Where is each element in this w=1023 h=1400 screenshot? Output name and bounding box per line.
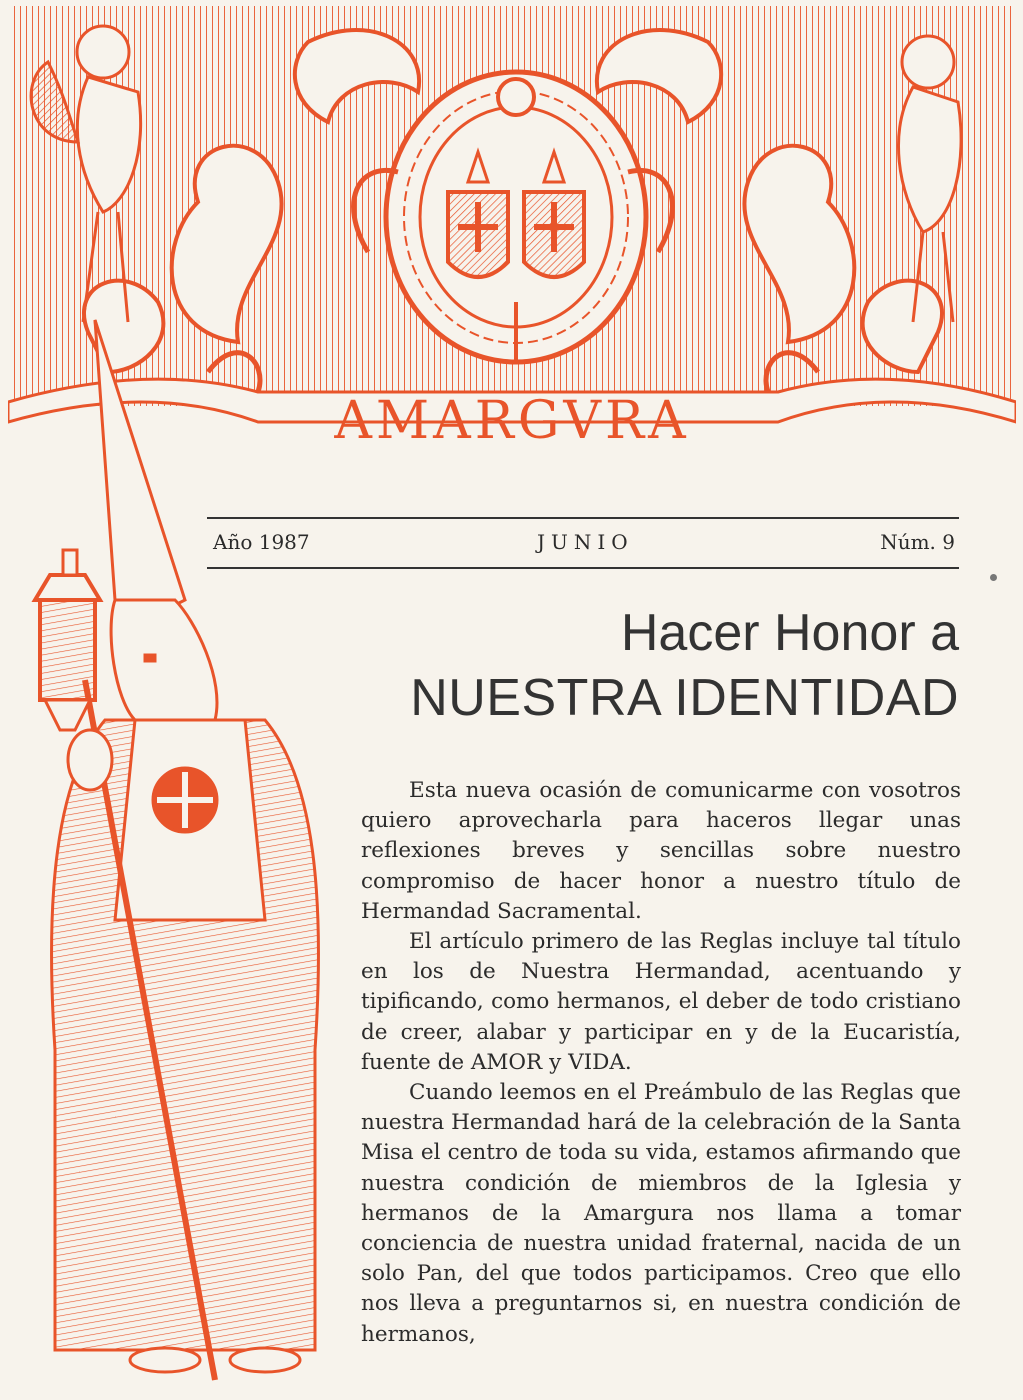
issue-info-bar bbox=[207, 517, 959, 569]
headline-line-2: NUESTRA IDENTIDAD bbox=[410, 669, 959, 727]
issue-year: Año 1987 bbox=[213, 530, 310, 554]
article-paragraph: El artículo primero de las Reglas incluye tal título en los de Nuestra Hermandad, acentuando y tipificando, como hermanos, el deber de todo cristiano de creer, alabar y participar en y de la Eucaristía, fuente de AMOR y VIDA. bbox=[361, 929, 961, 1075]
masthead-title-text: AMARGVRA bbox=[334, 391, 690, 448]
speck bbox=[990, 574, 997, 581]
article-body bbox=[361, 776, 961, 1350]
issue-month: JUNIO bbox=[537, 530, 634, 554]
article-paragraph: Esta nueva ocasión de comunicarme con vosotros quiero aprovecharla para haceros llegar unas reflexiones breves y sencillas sobre nuestro compromiso de hacer honor a nuestro título de Hermandad Sacramental. bbox=[361, 778, 961, 924]
issue-number: Núm. 9 bbox=[880, 530, 955, 554]
article-paragraph: Cuando leemos en el Preámbulo de las Reglas que nuestra Hermandad hará de la celebración de la Santa Misa el centro de toda su vida, estamos afirmando que nuestra condición de miembros de la Iglesia y hermanos de la Amargura nos llama a tomar conciencia de nuestra unidad fraternal, nacida de un solo Pan, del que todos participamos. Creo que ello nos lleva a preguntarnos si, en nuestra condición de hermanos, bbox=[361, 1080, 961, 1347]
penitent-illustration bbox=[15, 300, 355, 1400]
headline-line-1: Hacer Honor a bbox=[620, 604, 959, 662]
